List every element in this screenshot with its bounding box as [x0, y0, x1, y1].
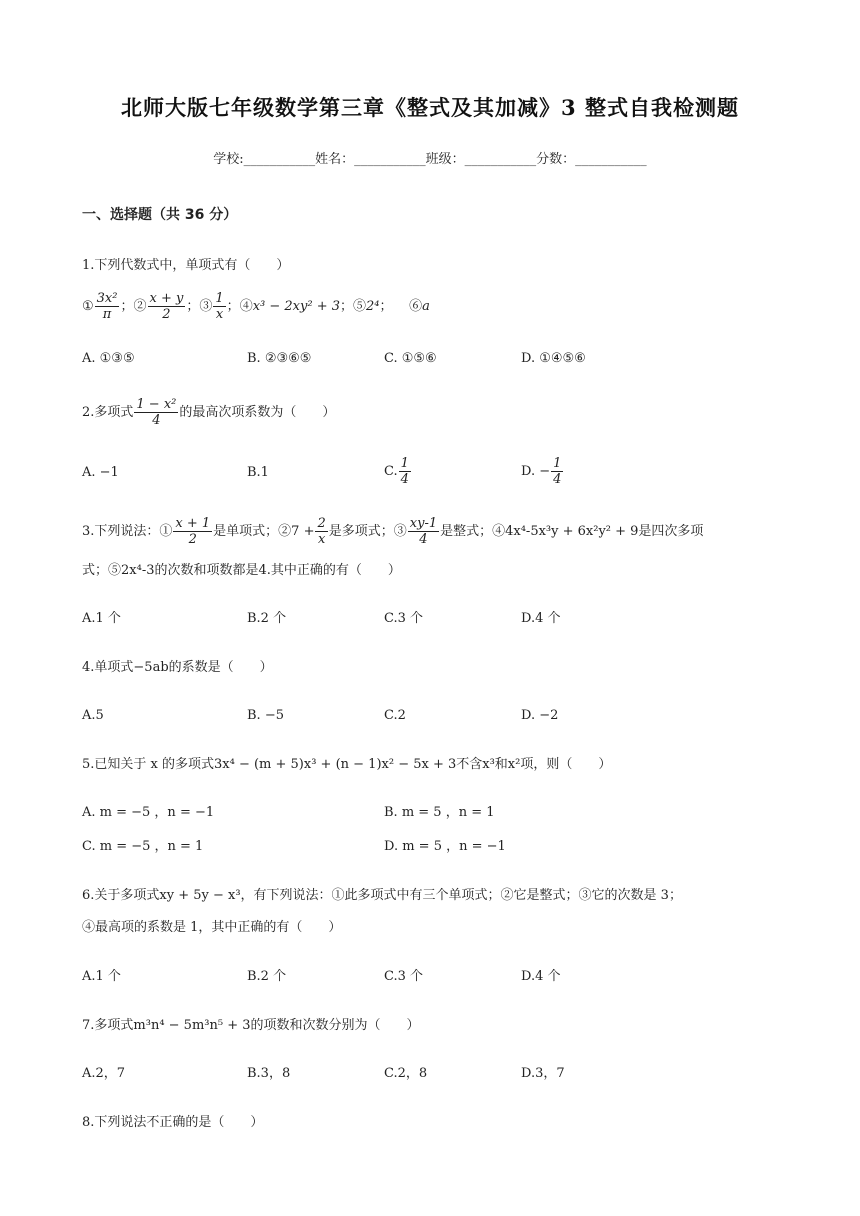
q2-option-c[interactable]: C. $\frac{1}{4}$ — [384, 456, 409, 487]
q4-stem: 4.单项式−5ab的系数是（ ） — [82, 660, 273, 675]
q2-stem: 2.多项式 $\frac{\text{1 − x²}}{4}$ 的最高次项系数为（ ） — [82, 397, 336, 428]
q1-option-a[interactable]: A. ①③⑤ — [82, 351, 135, 366]
q7-option-a[interactable]: A.2，7 — [82, 1066, 126, 1081]
q6-option-b[interactable]: B.2 个 — [247, 969, 287, 984]
section-heading: 一、选择题（共 36 分） — [82, 207, 238, 223]
q1-expressions: ① $\frac{\text{3x²}}{\pi}$ ；② $\frac{x + y}{2}$ ；③ $\frac{1}{x}$ ；④x³ − 2xy² + 3；⑤2⁴； ⑥a — [82, 291, 430, 322]
q3-option-b[interactable]: B.2 个 — [247, 611, 287, 626]
q4-option-b[interactable]: B. −5 — [247, 708, 284, 723]
q2-option-b[interactable]: B.1 — [247, 465, 269, 480]
q3-option-d[interactable]: D.4 个 — [521, 611, 561, 626]
q3-option-a[interactable]: A.1 个 — [82, 611, 121, 626]
q1-option-d[interactable]: D. ①④⑤⑥ — [521, 351, 586, 366]
q7-option-d[interactable]: D.3，7 — [521, 1066, 565, 1081]
q6-option-a[interactable]: A.1 个 — [82, 969, 121, 984]
q4-option-c[interactable]: C.2 — [384, 708, 406, 723]
q1-option-b[interactable]: B. ②③⑥⑤ — [247, 351, 312, 366]
q2-fraction: $\frac{\text{1 − x²}}{4}$ — [136, 397, 177, 428]
q1-option-c[interactable]: C. ①⑤⑥ — [384, 351, 437, 366]
student-info-line: 学校:___________姓名：___________班级：___________分数：___________ — [213, 152, 647, 167]
q1-fraction-1: $\frac{\text{3x²}}{\pi}$ — [96, 291, 118, 322]
q5-option-c[interactable]: C. m = −5 ，n = 1 — [82, 839, 204, 854]
q7-option-b[interactable]: B.3，8 — [247, 1066, 291, 1081]
q3-stem-line2: 式；⑤2x⁴-3的次数和项数都是4.其中正确的有（ ） — [82, 563, 401, 578]
q7-stem: 7.多项式m³n⁴ − 5m³n⁵ + 3的项数和次数分别为（ ） — [82, 1018, 420, 1033]
q5-option-a[interactable]: A. m = −5 ，n = −1 — [82, 805, 215, 820]
q3-stem-line1: 3.下列说法：① $\frac{x + 1}{2}$ 是单项式；②7 + $\frac{2}{x}$ 是多项式；③ $\frac{xy-1}{4}$ 是整式；④4x⁴-5x³y + 6x²y² + 9是四次多项 — [82, 516, 704, 547]
q6-option-d[interactable]: D.4 个 — [521, 969, 561, 984]
q6-option-c[interactable]: C.3 个 — [384, 969, 424, 984]
q1-fraction-3: $\frac{1}{x}$ — [215, 291, 224, 322]
q3-option-c[interactable]: C.3 个 — [384, 611, 424, 626]
q5-option-b[interactable]: B. m = 5 ，n = 1 — [384, 805, 495, 820]
q2-option-d[interactable]: D. − $\frac{1}{4}$ — [521, 456, 562, 487]
q6-stem-line2: ④最高项的系数是 1，其中正确的有（ ） — [82, 920, 342, 935]
q6-stem-line1: 6.关于多项式xy + 5y − x³，有下列说法：①此多项式中有三个单项式；②它是整式；③它的次数是 3； — [82, 888, 682, 903]
q2-option-a[interactable]: A. −1 — [82, 465, 119, 480]
q4-option-a[interactable]: A.5 — [82, 708, 104, 723]
q4-option-d[interactable]: D. −2 — [521, 708, 559, 723]
document-title: 北师大版七年级数学第三章《整式及其加减》3 整式自我检测题 — [121, 95, 739, 120]
q8-stem: 8.下列说法不正确的是（ ） — [82, 1115, 264, 1130]
q1-stem: 1.下列代数式中，单项式有（ ） — [82, 258, 290, 273]
q7-option-c[interactable]: C.2，8 — [384, 1066, 428, 1081]
q5-stem: 5.已知关于 x 的多项式3x⁴ − (m + 5)x³ + (n − 1)x² − 5x + 3不含x³和x²项，则（ ） — [82, 757, 612, 772]
q5-option-d[interactable]: D. m = 5 ，n = −1 — [384, 839, 506, 854]
q1-fraction-2: $\frac{x + y}{2}$ — [149, 291, 184, 322]
